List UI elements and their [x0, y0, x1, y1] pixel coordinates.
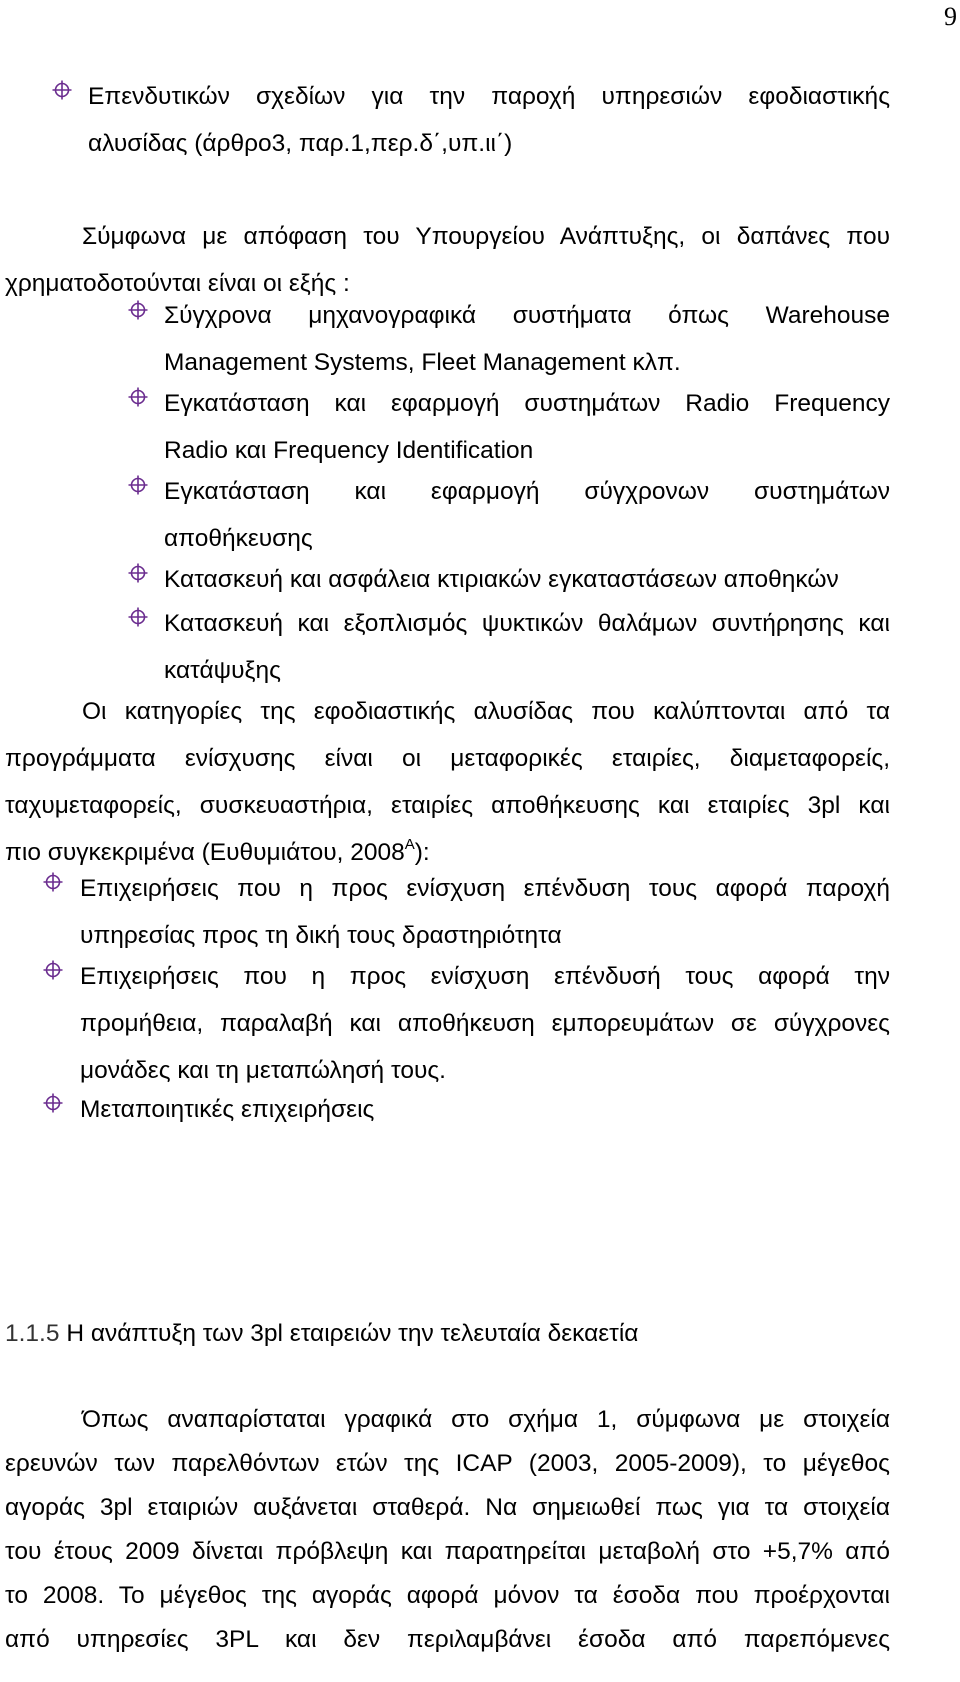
page-number: 9	[944, 2, 957, 31]
crossed-circle-bullet-icon	[128, 563, 148, 583]
list-item: Εγκατάσταση και εφαρμογή συστημάτων Radio Frequency Radio και Frequency Identification	[164, 390, 890, 464]
list-item: Επιχειρήσεις που η προς ενίσχυση επένδυσή τους αφορά την προμήθεια, παραλαβή και αποθήκευση εμπορευμάτων σε σύγχρονες μονάδες και τη μεταπώλησή τους.	[80, 963, 890, 1084]
crossed-circle-bullet-icon	[128, 607, 148, 627]
list-item: Κατασκευή και ασφάλεια κτιριακών εγκαταστάσεων αποθηκών	[164, 566, 839, 593]
top-bullet-text: Επενδυτικών σχεδίων για την παροχή υπηρεσιών εφοδιαστικής αλυσίδας (άρθρο3, παρ.1,περ.δ΄,υπ.ιι΄)	[88, 83, 890, 157]
crossed-circle-bullet-icon	[128, 387, 148, 407]
crossed-circle-bullet-icon	[128, 475, 148, 495]
list-item: Κατασκευή και εξοπλισμός ψυκτικών θαλάμων συντήρησης και κατάψυξης	[164, 610, 890, 684]
section-heading	[5, 1310, 638, 1357]
paragraph-supply-chain-categories: Οι κατηγορίες της εφοδιαστικής αλυσίδας που καλύπτονται από τα προγράμματα ενίσχυσης είναι οι μεταφορικές εταιρίες, διαμεταφορείς, ταχυμεταφορείς, συσκευαστήρια, εταιρίες αποθήκευσης και εταιρίες 3pl και πιο συγκεκριμένα (Ευθυμιάτου, $2008^A$):	[5, 698, 890, 866]
list-item: Μεταποιητικές επιχειρήσεις	[80, 1096, 375, 1123]
crossed-circle-bullet-icon	[43, 1093, 63, 1113]
crossed-circle-bullet-icon	[43, 960, 63, 980]
paragraph-ministry-decision: Σύμφωνα με απόφαση του Υπουργείου Ανάπτυξης, οι δαπάνες που χρηματοδοτούνται είναι οι εξής :	[5, 223, 890, 297]
crossed-circle-bullet-icon	[128, 300, 148, 320]
crossed-circle-bullet-icon	[43, 872, 63, 892]
section-number: 1.1.5	[5, 1320, 60, 1347]
list-item: Εγκατάσταση και εφαρμογή σύγχρονων συστημάτων αποθήκευσης	[164, 478, 890, 552]
list-item: Σύγχρονα μηχανογραφικά συστήματα όπως Warehouse Management Systems, Fleet Management κλπ.	[164, 302, 890, 376]
citation-superscript: A	[404, 835, 415, 853]
paragraph-icap-data: Όπως αναπαρίσταται γραφικά στο σχήμα 1, σύμφωνα με στοιχεία ερευνών των παρελθόντων ετών της ICAP (2003, 2005-2009), το μέγεθος αγοράς 3pl εταιριών αυξάνεται σταθερά. Να σημειωθεί πως για τα στοιχεία του έτους 2009 δίνεται πρόβλεψη και παρατηρείται μεταβολή στο +5,7% από το 2008. Το μέγεθος της αγοράς αφορά μόνον τα έσοδα που προέρχονται από υπηρεσίες 3PL και δεν περιλαμβάνει έσοδα από παρεπόμενες	[5, 1406, 890, 1653]
section-title: Η ανάπτυξη των 3pl εταιρειών την τελευταία δεκαετία	[66, 1320, 639, 1347]
list-item: Επιχειρήσεις που η προς ενίσχυση επένδυση τους αφορά παροχή υπηρεσίας προς τη δική τους δραστηριότητα	[80, 875, 890, 949]
crossed-circle-bullet-icon	[52, 80, 72, 100]
